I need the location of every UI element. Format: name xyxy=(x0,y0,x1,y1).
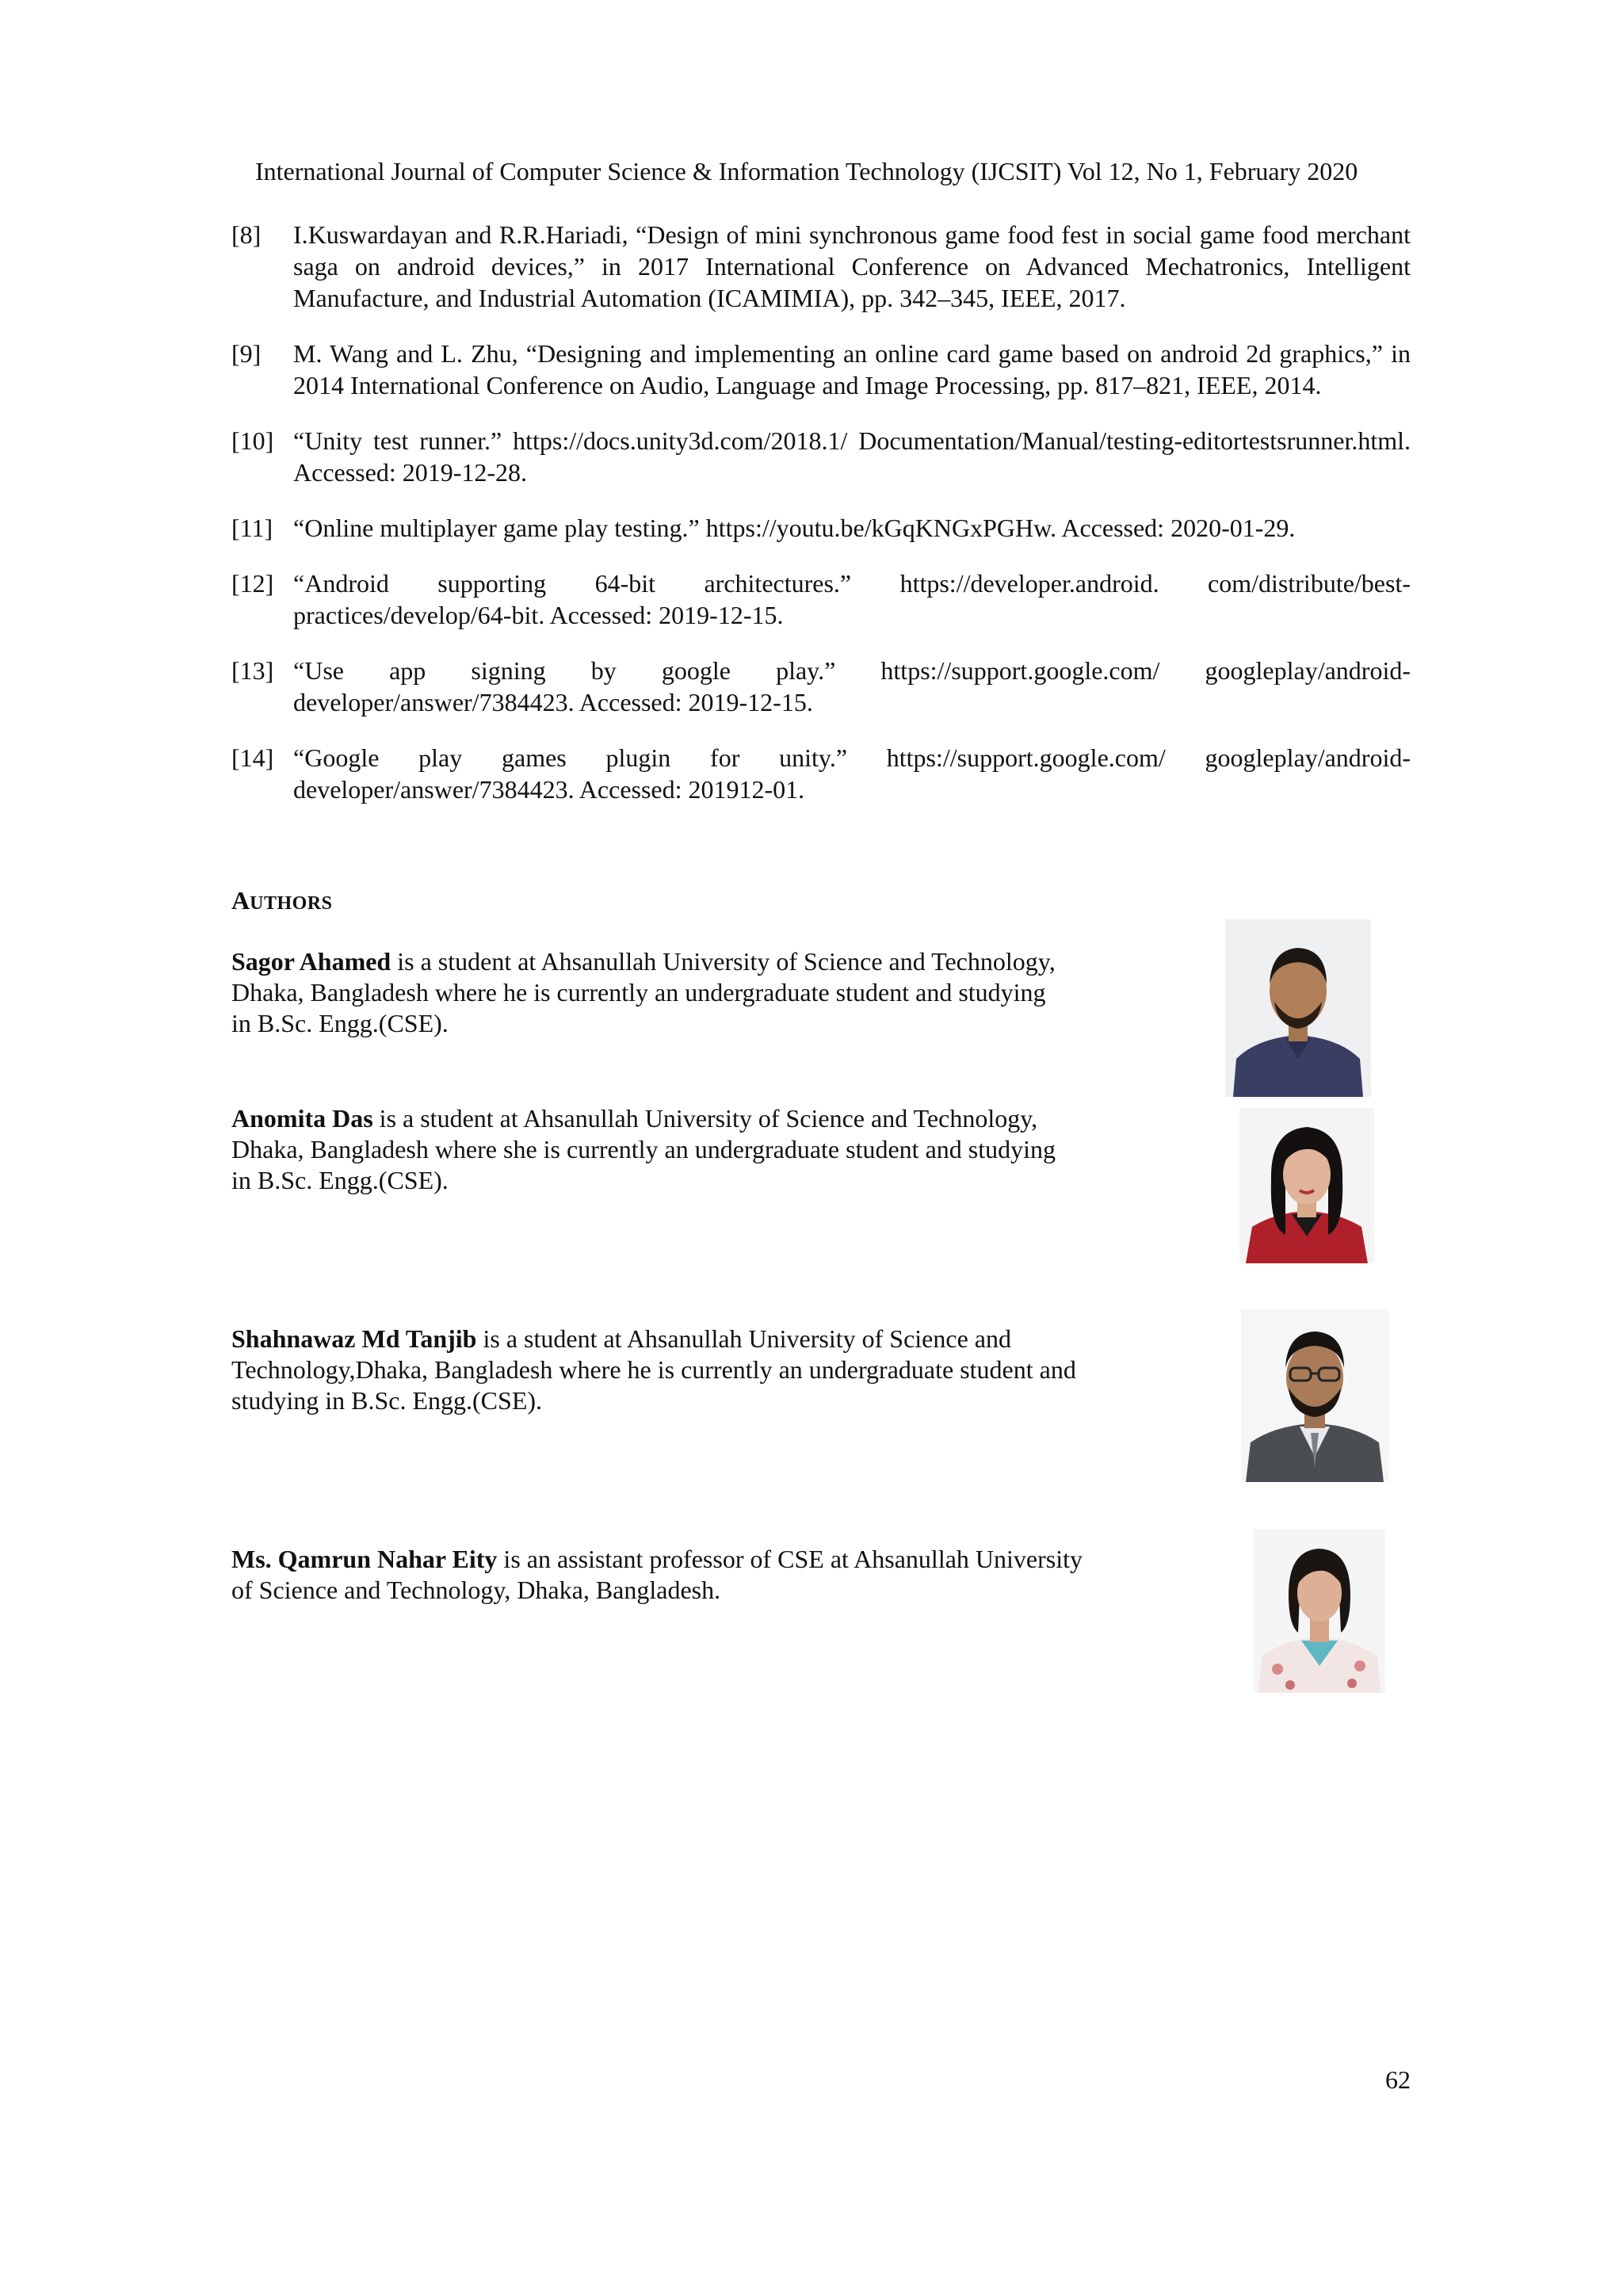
author-name: Ms. Qamrun Nahar Eity xyxy=(231,1545,498,1573)
author-bio-line: Sagor Ahamed is a student at Ahsanullah University of Science and Technology, xyxy=(231,947,1056,976)
reference-text: “Online multiplayer game play testing.” https://youtu.be/kGqKNGxPGHw. Accessed: 2020-01-29. xyxy=(293,514,1296,542)
reference-number: [8] xyxy=(231,220,262,249)
author-bio xyxy=(231,946,1056,1039)
author-photo xyxy=(1239,1108,1374,1263)
reference-number: [9] xyxy=(231,339,262,368)
reference-item xyxy=(231,655,1411,718)
running-header: International Journal of Computer Science & Information Technology (IJCSIT) Vol 12, No 1, February 2020 xyxy=(255,157,1358,185)
author-bio-line: Ms. Qamrun Nahar Eity is an assistant professor of CSE at Ahsanullah University xyxy=(231,1545,1083,1573)
reference-item xyxy=(231,567,1411,631)
reference-number: [10] xyxy=(231,426,274,455)
reference-number: [11] xyxy=(231,514,273,542)
author-bio-line: in B.Sc. Engg.(CSE). xyxy=(231,1009,449,1037)
reference-item xyxy=(231,742,1411,805)
author-bio-line: of Science and Technology, Dhaka, Bangladesh. xyxy=(231,1576,721,1604)
author-photo xyxy=(1241,1309,1388,1482)
author-name: Anomita Das xyxy=(231,1104,373,1133)
author-bio xyxy=(231,1324,1076,1416)
page-number: 62 xyxy=(1385,2065,1411,2094)
reference-number: [12] xyxy=(231,569,274,598)
author-bio-line: Shahnawaz Md Tanjib is a student at Ahsanullah University of Science and xyxy=(231,1324,1011,1353)
reference-number: [13] xyxy=(231,656,274,685)
author-bio-line: studying in B.Sc. Engg.(CSE). xyxy=(231,1386,543,1415)
reference-text: “Unity test runner.” https://docs.unity3d.com/2018.1/ Documentation/Manual/testing-editortestsrunner.html. Accessed: 2019-12-28. xyxy=(293,426,1411,487)
reference-text: “Use app signing by google play.” https://support.google.com/ googleplay/android-developer/answer/7384423. Accessed: 2019-12-15. xyxy=(293,656,1411,716)
author-bio-line: Dhaka, Bangladesh where he is currently an undergraduate student and studying xyxy=(231,978,1046,1007)
author-photo xyxy=(1254,1530,1385,1693)
author-bio-line: Dhaka, Bangladesh where she is currently an undergraduate student and studying xyxy=(231,1135,1056,1163)
author-bio xyxy=(231,1103,1056,1196)
author-bio-line: Anomita Das is a student at Ahsanullah University of Science and Technology, xyxy=(231,1104,1038,1133)
author-bio-line: in B.Sc. Engg.(CSE). xyxy=(231,1166,449,1194)
author-photo xyxy=(1225,919,1371,1097)
reference-item xyxy=(231,219,1411,314)
reference-item xyxy=(231,338,1411,401)
reference-item xyxy=(231,512,1411,544)
reference-list xyxy=(231,219,1411,805)
reference-text: M. Wang and L. Zhu, “Designing and implementing an online card game based on android 2d graphics,” in 2014 International Conference on Audio, Language and Image Processing, pp. 817–821, IEEE, 2014. xyxy=(293,339,1411,399)
authors-heading: AUTHORS xyxy=(231,886,333,915)
reference-number: [14] xyxy=(231,743,274,772)
reference-item xyxy=(231,425,1411,488)
author-bio xyxy=(231,1544,1083,1606)
author-bio-line: Technology,Dhaka, Bangladesh where he is currently an undergraduate student and xyxy=(231,1355,1076,1384)
reference-text: “Google play games plugin for unity.” https://support.google.com/ googleplay/android-developer/answer/7384423. Accessed: 201912-01. xyxy=(293,743,1411,804)
author-name: Shahnawaz Md Tanjib xyxy=(231,1324,477,1353)
reference-text: “Android supporting 64-bit architectures.” https://developer.android. com/distribute/best-practices/develop/64-bit. Accessed: 2019-12-15. xyxy=(293,569,1411,629)
reference-text: I.Kuswardayan and R.R.Hariadi, “Design of mini synchronous game food fest in social game food merchant saga on android devices,” in 2017 International Conference on Advanced Mechatronics, Intelligent Manufacture, and Industrial Automation (ICAMIMIA), pp. 342–345, IEEE, 2017. xyxy=(293,220,1411,312)
author-name: Sagor Ahamed xyxy=(231,947,391,976)
